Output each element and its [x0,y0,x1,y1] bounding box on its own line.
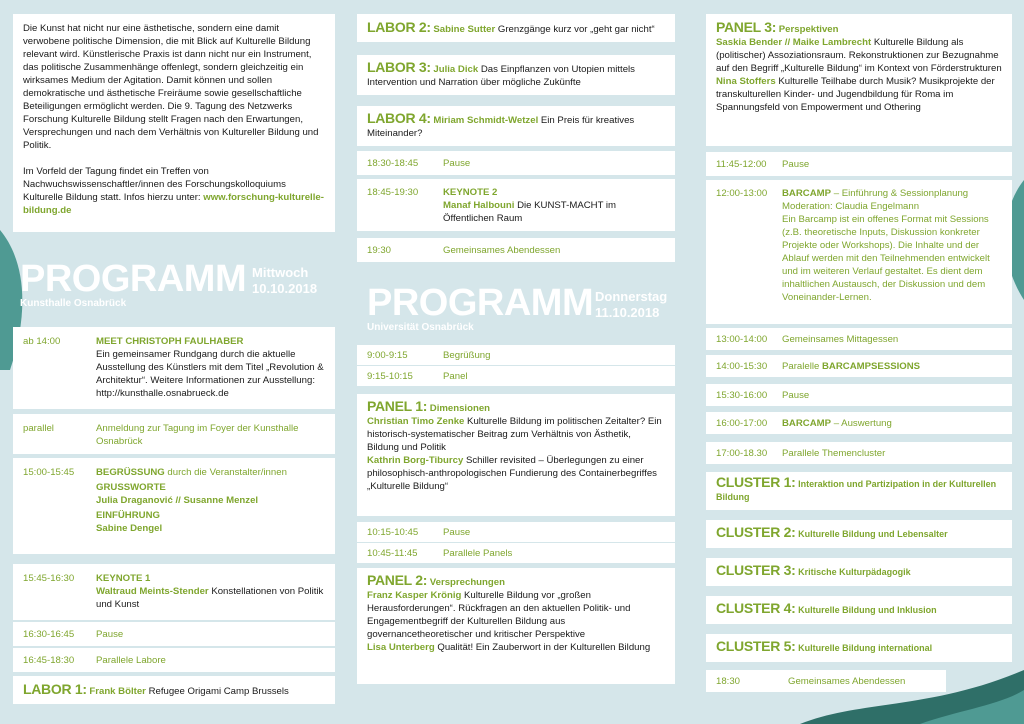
labor-label: LABOR 3: [367,59,431,75]
cluster-label: CLUSTER 4: [716,600,796,616]
row-time: ab 14:00 [23,336,61,347]
row-text: Ein gemeinsamer Rundgang durch die aktuelle Ausstellung des Künstlers mit dem Titel „Revolution & Architektur“. Weitere Informationen zur Ausstellung: http://kunsthalle.osnabrueck.de [96,349,324,399]
row-title: MEET CHRISTOPH FAULHABER [96,336,244,347]
schedule-row [357,151,675,175]
row-time: 16:45-18:30 [23,655,75,666]
row-time: 16:00-17:00 [716,418,768,429]
labor-label: LABOR 2: [367,19,431,35]
row-text: Gemeinsames Abendessen [443,245,561,256]
intro-followup [23,165,325,217]
row-text: Anmeldung zur Tagung im Foyer der Kunsthalle Osnabrück [96,423,299,447]
row-text: Pause [443,158,471,169]
panel-subtitle: Dimensionen [429,403,491,414]
cluster-label: CLUSTER 2: [716,524,796,540]
panel-speaker: Franz Kasper Krönig [367,590,462,601]
labor-row [357,106,675,146]
programm-word: PROGRAMM [20,258,247,300]
labor-name: Miriam Schmidt-Wetzel [433,115,539,126]
row-title: BARCAMP [782,188,832,199]
schedule-row [13,414,335,454]
row-text: Paralelle [782,361,822,372]
row-text: Parallele Themencluster [782,448,886,459]
cluster-title: Kulturelle Bildung und Lebensalter [798,529,948,539]
cluster-title: Kulturelle Bildung international [798,643,933,653]
labor-label: LABOR 4: [367,110,431,126]
programm-day: Donnerstag [595,289,668,304]
labor-name: Julia Dick [433,64,479,75]
schedule-row [357,179,675,231]
labor-text: Ein Preis für kreatives Miteinander? [367,115,635,139]
cluster-label: CLUSTER 1: [716,474,796,490]
schedule-row [706,152,1012,176]
row-text: Ein Barcamp ist ein offenes Format mit Sessions (z.B. theoretische Inputs, Diskussion konkreter Projekte oder Workshops). Die Inhalte und der Ablauf werden mit den Teilnehmenden entwickelt und im weiteren Verlauf gestaltet. Es dient dem inhaltlichen Austausch, der Diskussion und dem Voneinander-Lernen. [782,214,990,303]
row-text: Pause [443,527,471,538]
row-text: Parallele Panels [443,548,513,559]
labor-label: LABOR 1: [23,681,87,697]
row-text: Panel [443,371,468,382]
row-time: 10:15-10:45 [367,527,419,538]
row-time: 12:00-13:00 [716,188,768,199]
schedule-row [357,543,675,563]
row-title: BEGRÜSSUNG [96,467,165,478]
row-text: Die KUNST-MACHT im Öffentlichen Raum [443,200,617,224]
schedule-row [357,522,675,542]
row-time: 11:45-12:00 [716,159,767,170]
einfuehrung-label: EINFÜHRUNG [96,510,160,521]
panel-subtitle: Perspektiven [778,24,839,35]
panel-label: PANEL 1: [367,398,428,414]
panel-text: Schiller revisited – Überlegungen zu einer philosophisch-anthropologischen Fundierung des Containerbegriffes „Kulturelle Bildung“ [367,455,657,492]
schedule-row [13,458,335,554]
row-title-suffix: – Einführung & Sessionplanung [831,188,969,199]
panel-1-box [357,394,675,516]
schedule-row [706,670,946,692]
row-time: 15:00-15:45 [23,467,75,478]
row-text: Pause [96,629,124,640]
schedule-row [357,345,675,365]
row-time: 18:45-19:30 [367,187,419,198]
schedule-row [13,648,335,672]
cluster-label: CLUSTER 3: [716,562,796,578]
cluster-row [706,558,1012,586]
programm-heading-wed [20,260,340,310]
panel-text: Kulturelle Bildung im politischen Zeitalter? Ein historisch-systematischer Beitrag zum Verhältnis von Ästhetik, Bildung und Politik [367,416,662,453]
row-time: 15:45-16:30 [23,573,75,584]
schedule-row [706,412,1012,434]
cluster-label: CLUSTER 5: [716,638,796,654]
panel-speaker: Nina Stoffers [716,76,776,87]
row-text: – Auswertung [831,418,892,429]
intro-link[interactable]: www.forschung-kulturelle-bildung.de [23,192,324,216]
programm-location: Universität Osnabrück [367,322,474,333]
row-time: 14:00-15:30 [716,361,768,372]
row-time: 9:15-10:15 [367,371,413,382]
cluster-title: Kritische Kulturpädagogik [798,567,911,577]
programm-day: Mittwoch [252,265,309,280]
programm-date: 10.10.2018 [252,281,318,296]
panel-label: PANEL 3: [716,19,777,35]
cluster-row [706,596,1012,624]
row-text: Gemeinsames Mittagessen [782,334,899,345]
panel-text: Kulturelle Bildung als (politischer) Assoziationsraum. Rekonstruktionen zur Bezugnahme auf den Begriff „Kulturelle Bildung“ im Kontext von Förderstrukturen [716,37,1002,74]
panel-text: Kulturelle Bildung vor „großen Herausforderungen“. Rückfragen an den aktuellen Politik- und Engagementbegriff der Kulturellen Bildung aus governancetheoretischer und kritischer Perspektive [367,590,631,640]
row-title: BARCAMP [782,418,832,429]
row-time: 18:30-18:45 [367,158,419,169]
row-text: Konstellationen von Politik und Kunst [96,586,324,610]
row-text: Pause [782,390,810,401]
row-text: Gemeinsames Abendessen [788,676,906,687]
programm-date: 11.10.2018 [595,305,660,320]
row-title-suffix: durch die Veranstalter/innen [164,467,287,478]
labor-row [357,55,675,95]
panel-text: Qualität! Ein Zauberwort in der Kulturellen Bildung [434,642,651,653]
row-title: KEYNOTE 1 [96,573,151,584]
row-time: parallel [23,423,54,434]
panel-speaker: Lisa Unterberg [367,642,435,653]
row-time: 9:00-9:15 [367,350,408,361]
panel-speaker: Christian Timo Zenke [367,416,465,427]
panel-speaker: Kathrin Borg-Tiburcy [367,455,464,466]
labor-text: Das Einpflanzen von Utopien mittels Intervention und Narration über mögliche Zukünfte [367,64,635,88]
panel-subtitle: Versprechungen [429,577,505,588]
labor-text: Refugee Origami Camp Brussels [145,686,289,697]
keynote-speaker: Waltraud Meints-Stender [96,586,209,597]
labor-row [357,14,675,42]
schedule-row [13,327,335,409]
row-time: 13:00-14:00 [716,334,768,345]
schedule-row [357,366,675,386]
cluster-row [706,472,1012,510]
labor-row [13,676,335,704]
row-text: Pause [782,159,810,170]
intro-text: Die Kunst hat nicht nur eine ästhetische, sondern eine damit verwobene politische Dimension, die mit Blick auf Kulturelle Bildung relevant wird. Künstlerische Praxis ist dann nicht nur ein Instrument, das politische Zusammenhänge offenlegt, sondern gleichzeitig ein wirksames Medium der Agitation. Damit können und sollen demokratische und ästhetische Freiräume sowie gesellschaftliche Beteiligungen ermöglicht werden. Die 9. Tagung des Netzwerks Forschung Kulturelle Bildung stellt Fragen nach den Erwartungen, Versprechungen und nach dem Verhältnis von Kultureller Bildung und Politik. [23,23,319,151]
panel-3-box [706,14,1012,146]
row-title: KEYNOTE 2 [443,187,498,198]
schedule-row [13,622,335,646]
panel-2-box [357,568,675,684]
schedule-row [357,238,675,262]
schedule-row [706,442,1012,464]
row-time: 19:30 [367,245,392,256]
schedule-row [706,328,1012,350]
cluster-title: Kulturelle Bildung und Inklusion [798,605,937,615]
row-time: 17:00-18.30 [716,448,768,459]
schedule-row [706,355,1012,377]
schedule-row [706,180,1012,324]
schedule-row [13,564,335,620]
programm-heading-thu [367,284,687,334]
cluster-row [706,634,1012,662]
keynote-speaker: Manaf Halbouni [443,200,515,211]
panel-speaker: Saskia Bender // Maike Lambrecht [716,37,872,48]
panel-label: PANEL 2: [367,572,428,588]
row-text: Parallele Labore [96,655,166,666]
einfuehrung-name: Sabine Dengel [96,523,163,534]
labor-name: Sabine Sutter [433,24,496,35]
grussworte-names: Julia Draganović // Susanne Menzel [96,495,259,506]
programm-word: PROGRAMM [367,282,594,324]
cluster-title: Interaktion und Partizipation in der Kulturellen Bildung [716,479,997,502]
row-time: 18:30 [716,676,741,687]
intro-text-2: Im Vorfeld der Tagung findet ein Treffen von Nachwuchswissenschaftler/innen des Forschungskolloquiums Kulturelle Bildung statt. Infos hierzu unter: [23,166,286,203]
labor-name: Frank Bölter [89,686,146,697]
row-text-bold: BARCAMPSESSIONS [822,361,921,372]
barcamp-moderation: Moderation: Claudia Engelmann [782,201,920,212]
grussworte-label: GRUSSWORTE [96,482,166,493]
programm-location: Kunsthalle Osnabrück [20,298,127,309]
row-text: Begrüßung [443,350,491,361]
row-time: 15:30-16:00 [716,390,768,401]
labor-text: Grenzgänge kurz vor „geht gar nicht“ [495,24,655,35]
row-time: 16:30-16:45 [23,629,75,640]
row-time: 10:45-11:45 [367,548,418,559]
schedule-row [706,384,1012,406]
cluster-row [706,520,1012,548]
panel-text: Kulturelle Teilhabe durch Musik? Musikprojekte der transkulturellen Kinder- und Jugendbildung für Roma im Spannungsfeld von Empowerment und Othering [716,76,995,113]
intro-box [13,14,335,232]
